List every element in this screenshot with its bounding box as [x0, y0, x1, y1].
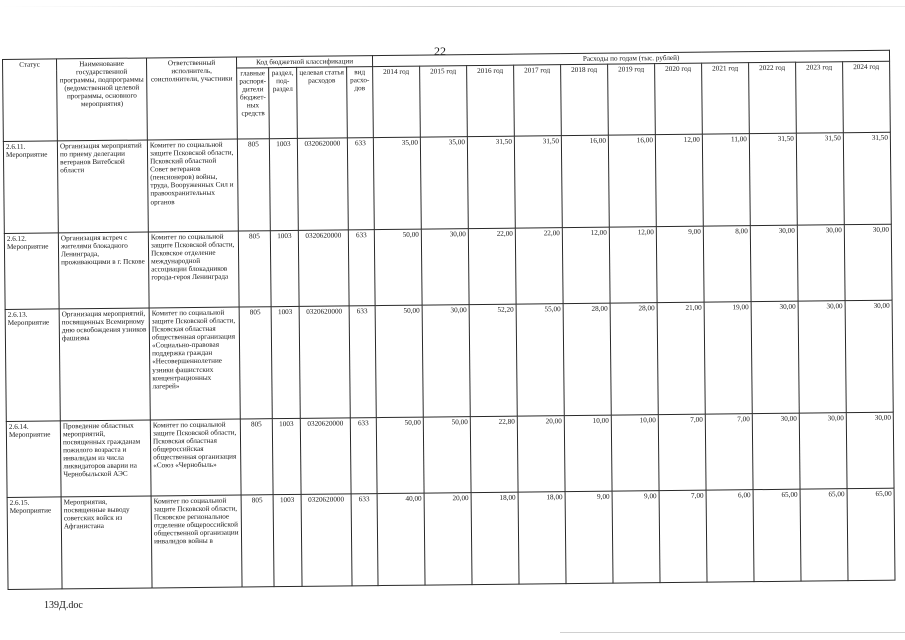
type-cell: 633	[351, 494, 378, 586]
status-cell	[4, 233, 59, 310]
value-cell: 50,00	[376, 417, 424, 493]
executor-cell: Комитет по социальной защите Псковской области, Псковское отделение международной ассоциации блокадников города-героя Ленинграда	[148, 231, 239, 308]
status-cell	[3, 141, 58, 234]
row-status: Мероприятие	[6, 242, 49, 252]
year-header: 2015 год	[420, 66, 468, 137]
section-cell: 1003	[269, 138, 298, 230]
type-cell: 633	[349, 306, 376, 418]
value-cell: 18,00	[471, 492, 519, 584]
section-cell: 1003	[270, 230, 299, 306]
value-cell: 18,00	[518, 492, 566, 584]
executor-cell: Комитет по социальной защите Псковской области, Псковская областная общественная организация «Социально-правовая поддержка граждан «Несовершеннолетние узники фашистских концентрационных лагерей»	[149, 307, 240, 420]
value-cell: 16,00	[561, 135, 609, 227]
value-cell: 21,00	[657, 302, 705, 414]
section-cell: 1003	[273, 494, 302, 586]
target-cell: 0320620000	[301, 494, 352, 587]
value-cell: 12,00	[609, 227, 657, 303]
name-cell: Мероприятия, посвященные выводу советских войск из Афганистана	[61, 496, 152, 589]
value-cell: 30,00	[797, 225, 845, 301]
value-cell: 7,00	[658, 414, 706, 490]
value-cell: 28,00	[563, 303, 611, 415]
type-cell: 633	[348, 230, 375, 306]
value-cell: 9,00	[656, 226, 704, 302]
value-cell: 31,50	[749, 133, 797, 225]
value-cell: 40,00	[377, 493, 425, 585]
status-cell	[5, 309, 60, 422]
value-cell: 7,00	[705, 414, 753, 490]
year-header: 2016 год	[467, 65, 515, 136]
grbs-cell: 805	[238, 231, 271, 307]
value-cell: 7,00	[659, 490, 707, 582]
executor-cell: Комитет по социальной защите Псковской области, Псковский областной Совет ветеранов (пенсионеров) войны, труда, Вооруженных Сил и правоохранительных органов	[147, 139, 238, 232]
value-cell: 30,00	[798, 301, 846, 413]
type-header: вид расхо-дов	[347, 67, 374, 138]
value-cell: 55,00	[516, 304, 564, 416]
name-cell: Организация мероприятий по приему делегации ветеранов Витебской области	[57, 140, 148, 233]
value-cell: 30,00	[844, 224, 892, 300]
value-cell: 35,00	[373, 137, 421, 229]
row-status: Мероприятие	[9, 506, 52, 516]
footer-filename: 139Д.doc	[44, 600, 83, 611]
value-cell: 31,50	[843, 132, 891, 224]
value-cell: 11,00	[702, 134, 750, 226]
value-cell: 22,80	[470, 416, 518, 492]
year-header: 2021 год	[702, 63, 750, 134]
status-cell	[6, 421, 61, 498]
year-header: 2014 год	[373, 66, 421, 137]
row-code: 2.6.13.	[7, 310, 28, 320]
table-row	[4, 224, 892, 309]
value-cell: 20,00	[424, 493, 472, 585]
grbs-cell: 805	[239, 307, 272, 419]
value-cell: 9,00	[565, 491, 613, 583]
value-cell: 31,50	[796, 133, 844, 225]
value-cell: 10,00	[611, 415, 659, 491]
value-cell: 19,00	[704, 302, 752, 414]
page-number: 22	[434, 44, 446, 58]
value-cell: 30,00	[422, 305, 470, 417]
table-row	[3, 132, 891, 233]
row-code: 2.6.11.	[5, 142, 26, 152]
value-cell: 30,00	[799, 413, 847, 489]
value-cell: 50,00	[423, 417, 471, 493]
value-cell: 30,00	[752, 413, 800, 489]
section-cell: 1003	[271, 306, 300, 418]
value-cell: 22,00	[515, 228, 563, 304]
year-header: 2022 год	[749, 62, 797, 133]
name-cell: Организация встреч с жителями блокадного Ленинграда, проживающими в г. Пскове	[58, 232, 149, 309]
row-status: Мероприятие	[5, 150, 48, 160]
value-cell: 65,00	[800, 489, 848, 581]
year-header: 2019 год	[608, 64, 656, 135]
value-cell: 30,00	[845, 300, 893, 412]
executor-header: Ответственный исполнитель, соисполнители, участники	[146, 57, 237, 140]
budget-code-header: Код бюджетной классификации	[236, 56, 372, 68]
year-header: 2020 год	[655, 63, 703, 134]
name-header: Наименование государственной программы, подпрограммы (ведомственной целевой программы, основного мероприятия)	[57, 58, 148, 141]
value-cell: 31,50	[514, 136, 562, 228]
target-cell: 0320620000	[299, 306, 350, 419]
section-cell: 1003	[272, 418, 301, 494]
value-cell: 50,00	[374, 229, 422, 305]
value-cell: 6,00	[706, 490, 754, 582]
value-cell: 20,00	[517, 416, 565, 492]
target-cell: 0320620000	[298, 230, 349, 307]
budget-table	[2, 50, 896, 590]
value-cell: 35,00	[420, 137, 468, 229]
value-cell: 16,00	[608, 135, 656, 227]
value-cell: 30,00	[751, 301, 799, 413]
name-cell: Организация мероприятий, посвященных Всемирному дню освобождения узников фашизма	[59, 308, 150, 421]
value-cell: 30,00	[421, 229, 469, 305]
table-row	[7, 488, 895, 589]
status-cell	[7, 497, 62, 590]
value-cell: 50,00	[375, 305, 423, 417]
value-cell: 65,00	[847, 488, 895, 580]
row-code: 2.6.15.	[9, 498, 30, 508]
value-cell: 31,50	[467, 136, 515, 228]
grbs-cell: 805	[240, 419, 273, 495]
executor-cell: Комитет по социальной защите Псковской области, Псковская областная общероссийская общественная организация «Союз «Чернобыль»	[150, 419, 241, 496]
section-header: раздел, под-раздел	[269, 67, 298, 138]
value-cell: 12,00	[562, 227, 610, 303]
target-header: целевая статья расходов	[297, 67, 348, 139]
scan-edge-bottom	[560, 632, 905, 633]
row-status: Мероприятие	[8, 430, 51, 440]
value-cell: 12,00	[655, 134, 703, 226]
type-cell: 633	[347, 138, 374, 230]
type-cell: 633	[350, 418, 377, 494]
value-cell: 9,00	[612, 491, 660, 583]
value-cell: 30,00	[750, 225, 798, 301]
grbs-cell: 805	[237, 139, 270, 231]
name-cell: Проведение областных мероприятий, посвященных гражданам пожилого возраста и инвалидам из числа ликвидаторов аварии на Чернобыльской АЭС	[60, 420, 151, 497]
value-cell: 22,00	[468, 228, 516, 304]
status-header: Статус	[3, 59, 58, 142]
row-code: 2.6.12.	[6, 234, 27, 244]
value-cell: 28,00	[610, 303, 658, 415]
year-header: 2017 год	[514, 65, 562, 136]
year-header: 2024 год	[843, 61, 891, 132]
row-code: 2.6.14.	[8, 422, 29, 432]
grbs-header: главные распоря-дители бюджет-ных средств	[237, 68, 270, 139]
year-header: 2018 год	[561, 64, 609, 135]
value-cell: 65,00	[753, 489, 801, 581]
year-header: 2023 год	[796, 62, 844, 133]
scan-edge-top	[0, 6, 905, 7]
target-cell: 0320620000	[300, 418, 351, 495]
grbs-cell: 805	[241, 495, 274, 587]
row-status: Мероприятие	[7, 318, 50, 328]
executor-cell: Комитет по социальной защите Псковской области, Псковское региональное отделение общероссийской общественной организации инвалидов войны в	[151, 495, 242, 588]
value-cell: 30,00	[846, 412, 894, 488]
table-row	[6, 412, 894, 497]
value-cell: 8,00	[703, 226, 751, 302]
value-cell: 52,20	[469, 304, 517, 416]
expenses-header: Расходы по годам (тыс. рублей)	[372, 50, 889, 66]
table-row	[5, 300, 893, 421]
value-cell: 10,00	[564, 415, 612, 491]
target-cell: 0320620000	[297, 138, 348, 231]
